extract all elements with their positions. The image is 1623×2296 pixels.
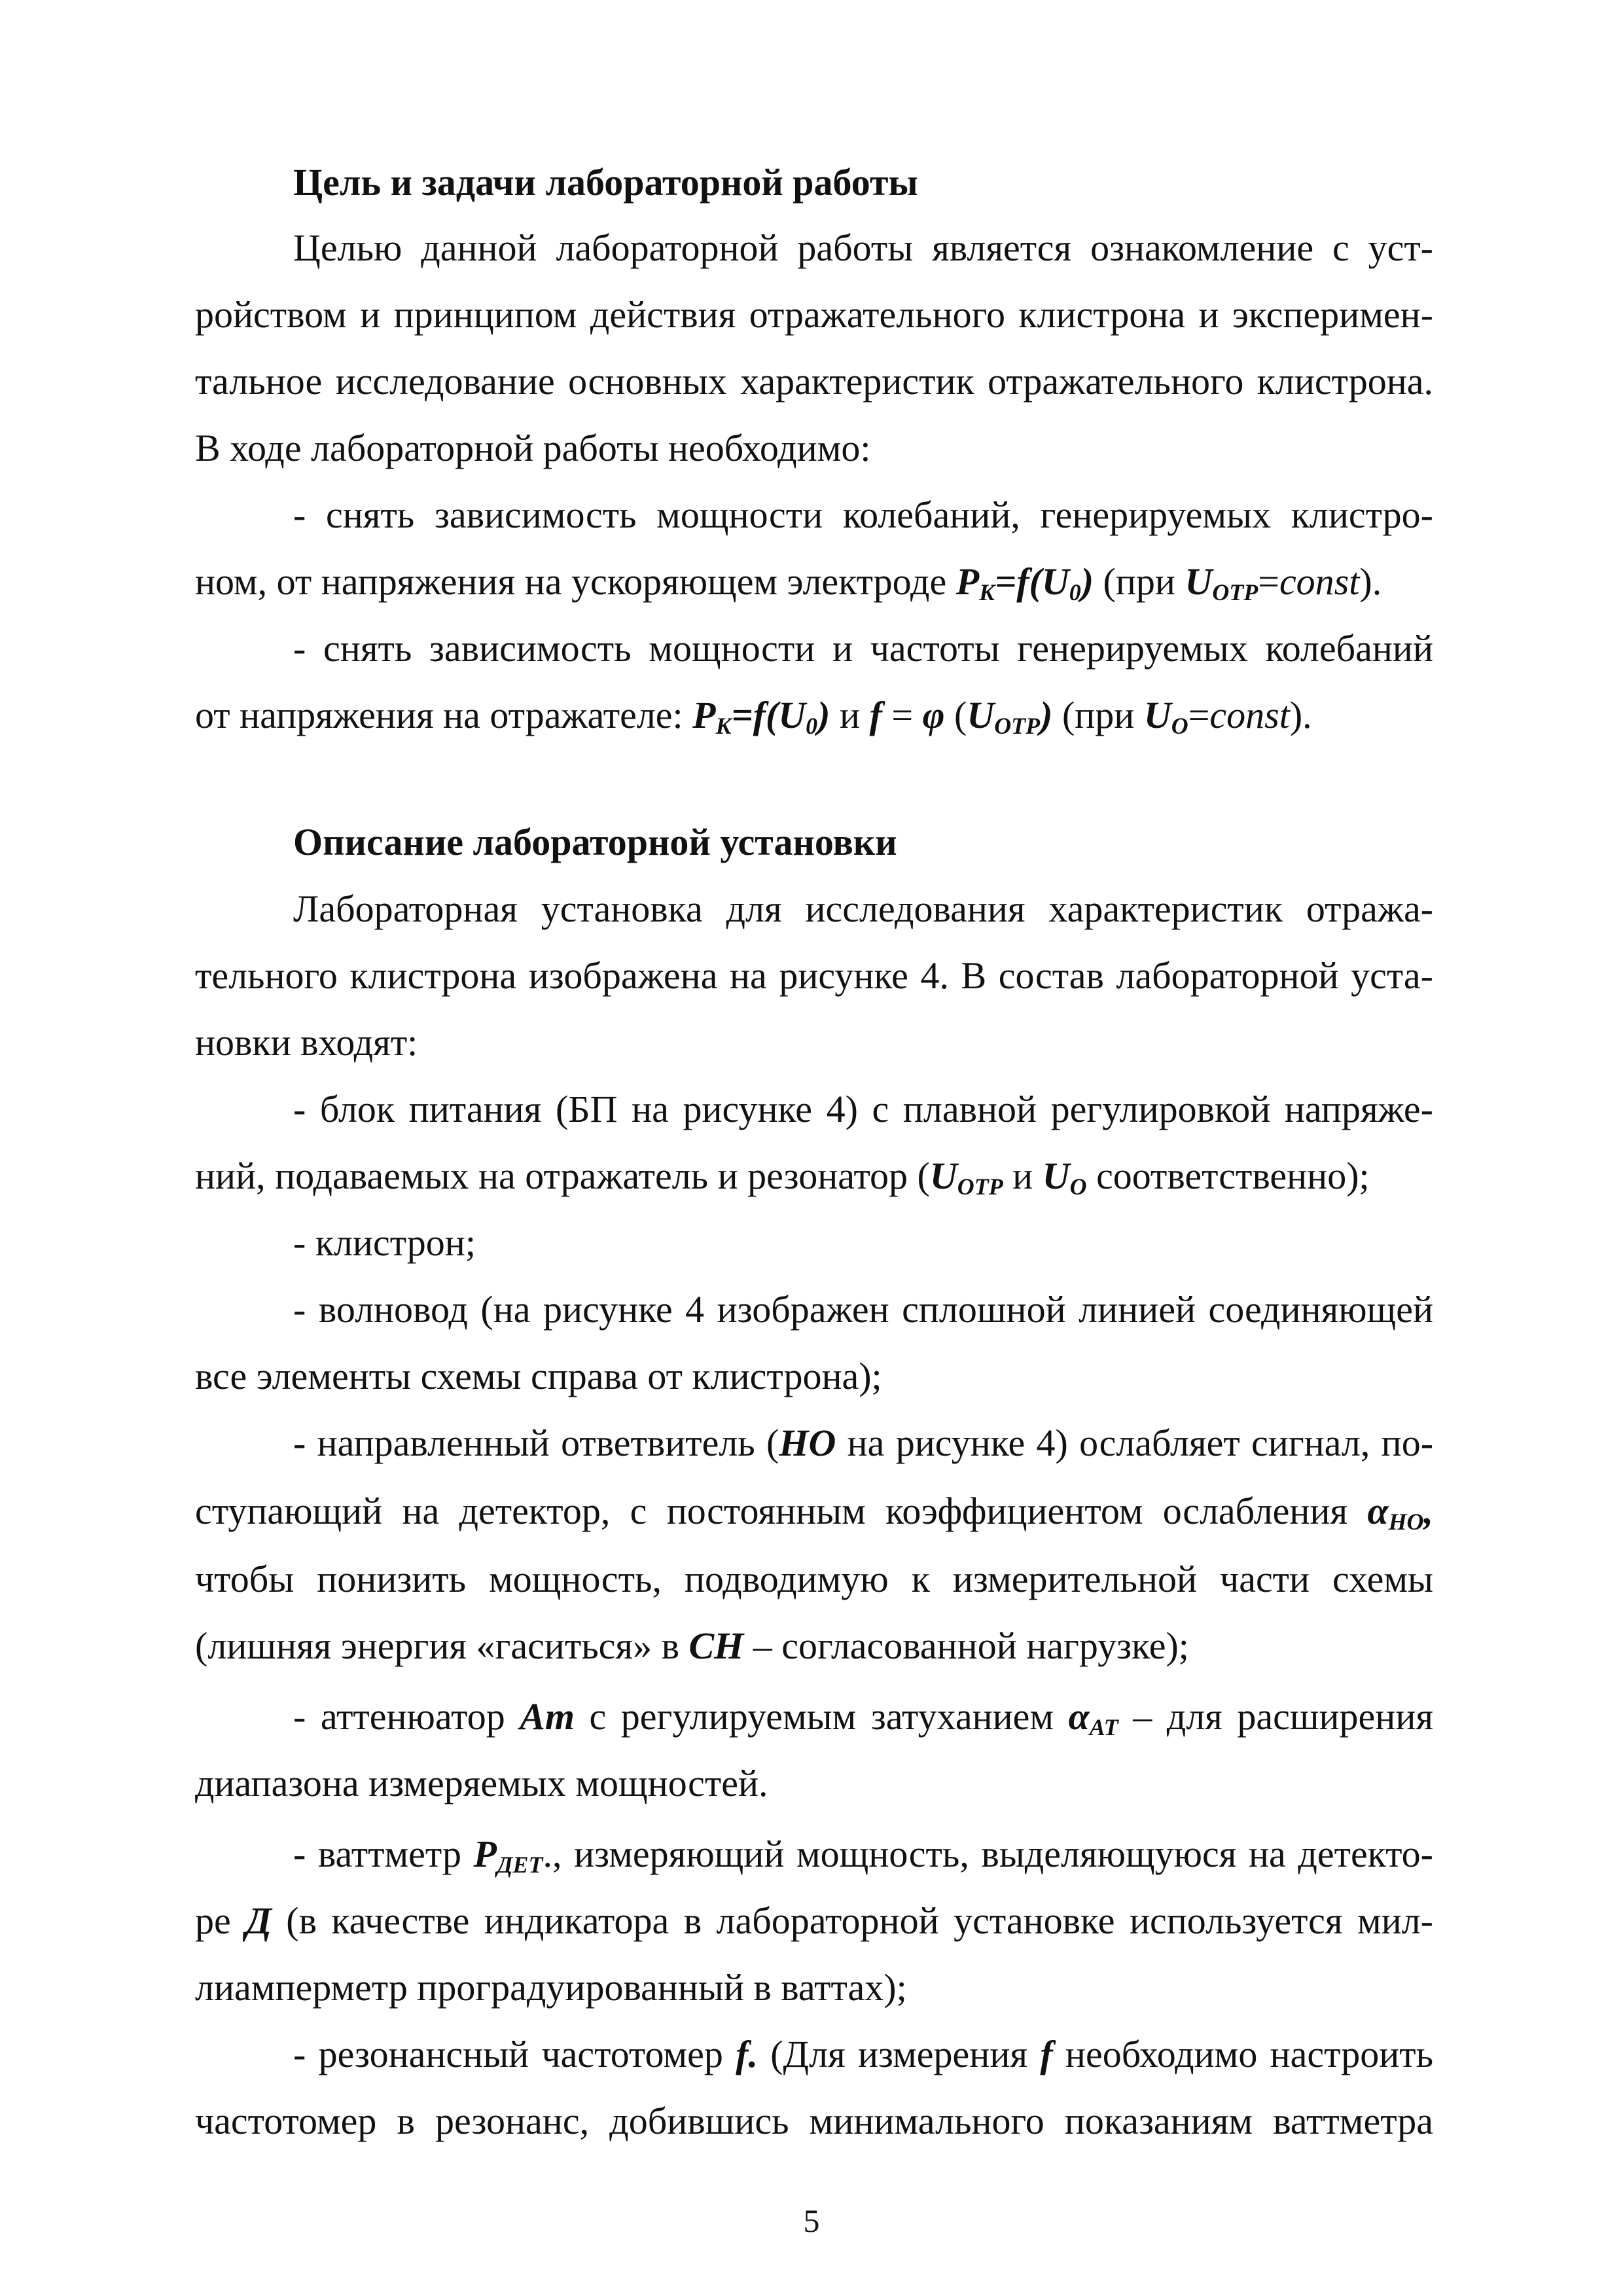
list-item-line: ступающий на детектор, с постоянным коэффициентом ослабления $\alpha_{HO}$,	[195, 1490, 1434, 1535]
list-item-line: - снять зависимость мощности колебаний, генерируемых клистро-	[293, 493, 1433, 536]
list-item-line: - волновод (на рисунке 4 изображен сплошной линией соединяющей	[293, 1288, 1433, 1331]
list-item-line: (лишняя энергия «гаситься» в СН – согласованной нагрузке);	[195, 1624, 1189, 1667]
list-item-line: - резонансный частотомер f. (Для измерения f необходимо настроить	[293, 2033, 1434, 2075]
paragraph-line: новки входят:	[195, 1021, 418, 1064]
list-item-line: - снять зависимость мощности и частоты генерируемых колебаний	[293, 627, 1433, 670]
list-item-line: все элементы схемы справа от клистрона);	[195, 1355, 882, 1397]
list-item-line: чтобы понизить мощность, подводимую к измерительной части схемы	[195, 1558, 1433, 1600]
section-heading-setup: Описание лабораторной установки	[293, 821, 897, 863]
paragraph-line: ройством и принципом действия отражательного клистрона и эксперимен-	[195, 293, 1433, 336]
paragraph-line: Лабораторная установка для исследования характеристик отража-	[293, 888, 1433, 930]
paragraph-line: В ходе лабораторной работы необходимо:	[195, 427, 871, 469]
list-item-line: - ваттметр $P_{ДЕТ}$., измеряющий мощность, выделяющуюся на детекто-	[293, 1833, 1433, 1878]
list-item-line: ний, подаваемых на отражатель и резонатор ($U_{OTP}$ и $U_O$ соответственно);	[195, 1155, 1370, 1200]
list-item-line: диапазона измеряемых мощностей.	[195, 1762, 768, 1804]
list-item-line-formula: от напряжения на отражателе: $P_K=f(U_0)$ и f = φ $(U_{OTP})$ (при $U_O=const$).	[195, 694, 1312, 739]
list-item-line: лиамперметр проградуированный в ваттах);	[195, 1966, 907, 2009]
paragraph-line: тальное исследование основных характеристик отражательного клистрона.	[195, 360, 1433, 403]
list-item-line: частотомер в резонанс, добившись минимального показаниям ваттметра	[195, 2100, 1433, 2142]
paragraph-line: тельного клистрона изображена на рисунке 4. В состав лабораторной уста-	[195, 954, 1433, 997]
list-item-line-formula: ном, от напряжения на ускоряющем электроде $P_K=f(U_0)$ (при $U_{OTP}=const$).	[195, 560, 1382, 605]
list-item-line: - клистрон;	[293, 1221, 476, 1264]
paragraph-line: Целью данной лабораторной работы является ознакомление с уст-	[293, 226, 1433, 269]
page-number: 5	[803, 2202, 820, 2239]
list-item-line: - блок питания (БП на рисунке 4) с плавной регулировкой напряже-	[293, 1088, 1433, 1130]
list-item-line: - аттенюатор Ат с регулируемым затуханием $\alpha_{AT}$ – для расширения	[293, 1695, 1434, 1740]
list-item-line: ре Д (в качестве индикатора в лабораторной установке используется мил-	[195, 1899, 1433, 1942]
list-item-line: - направленный ответвитель (НО на рисунке 4) ослабляет сигнал, по-	[293, 1422, 1434, 1464]
section-heading-goals: Цель и задачи лабораторной работы	[293, 161, 918, 204]
